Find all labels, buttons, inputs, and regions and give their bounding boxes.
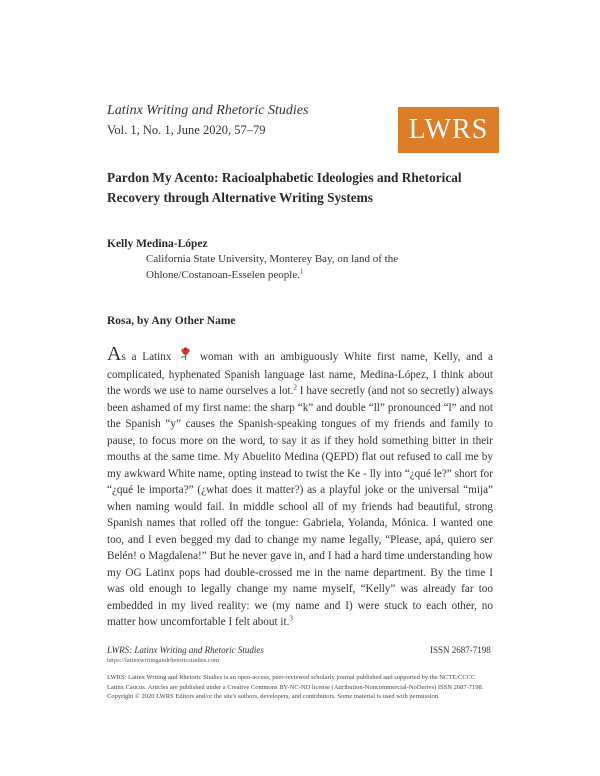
section-heading: Rosa, by Any Other Name bbox=[107, 315, 236, 327]
author-name: Kelly Medina-López bbox=[107, 238, 208, 250]
footer-issn: ISSN 2687-7198 bbox=[430, 645, 491, 655]
license-text: LWRS: Latinx Writing and Rhetoric Studies is an open-access, peer-reviewed scholarly journal published and supported by the NCTE/CCCC Latinx Caucus. Articles are published under a Creative Commons BY-NC-ND license (Attribution-Noncommercial-NoDerivs) ISSN 2687-7198. Copyright © 2020 LWRS Editors and/or the site's authors, developers, and contributors. Some material is used with permission. bbox=[107, 674, 484, 700]
body-paragraph bbox=[107, 343, 494, 631]
footer-url[interactable]: https://latinxwritingandrhetoricstudies.com bbox=[107, 657, 220, 664]
affiliation-text: California State University, Monterey Bay, on land of the Ohlone/Costanoan-Esselen people. bbox=[146, 253, 399, 281]
author-affiliation bbox=[146, 252, 476, 283]
drop-cap: A bbox=[107, 343, 122, 365]
journal-title: Latinx Writing and Rhetoric Studies bbox=[107, 103, 309, 118]
footer-journal: LWRS: Latinx Writing and Rhetoric Studies bbox=[107, 645, 264, 655]
article-title: Pardon My Acento: Racioalphabetic Ideologies and Rhetorical Recovery through Alternative Writing Systems bbox=[107, 170, 462, 205]
footnote-ref-3[interactable]: 3 bbox=[289, 614, 293, 623]
para-start: s a Latinx bbox=[121, 351, 172, 363]
rose-flower-icon bbox=[179, 347, 192, 367]
footnote-ref-2[interactable]: 2 bbox=[293, 383, 297, 392]
footnote-ref-1[interactable]: 1 bbox=[299, 266, 304, 275]
volume-info: Vol. 1, No. 1, June 2020, 57–79 bbox=[107, 123, 266, 137]
journal-logo: LWRS bbox=[398, 107, 499, 153]
para-text-1: woman with an ambiguously White first name, Kelly, and a complicated, hyphenated Spanish language last name, Medina-López, I think about the words we use to name ourselves a lot. bbox=[107, 351, 494, 397]
para-text-2: I have secretly (and not so secretly) always been ashamed of my first name: the sharp “k” and double “ll” pronounced “l” and not the Spanish “y” causes the Spanish-speaking tongues of my friends and family to pause, to focus more on the word, to say it as if they hold something bitter in their mouths at the same time. My Abuelito Medina (QEPD) flat out refused to call me by my awkward White name, opting instead to twist the Ke - lly into “¿qué le?” short for “¿qué le importa?” (¿what does it matter?) as a playful joke or the universal “mija” when naming would fail. In middle school all of my friends had beautiful, strong Spanish names that rolled off the tongue: Gabriela, Yolanda, Mónica. I wanted one too, and I even begged my dad to change my name legally, “Please, apá, quiero ser Belén! o Magdalena!” But he never gave in, and I had a hard time understanding how my OG Latinx pops had double-crossed me in the name department. By the time I was old enough to legally change my name myself, “Kelly” was already far too embedded in my lived reality: we (my name and I) were stuck to each other, no matter how uncomfortable I felt about it. bbox=[107, 385, 493, 628]
